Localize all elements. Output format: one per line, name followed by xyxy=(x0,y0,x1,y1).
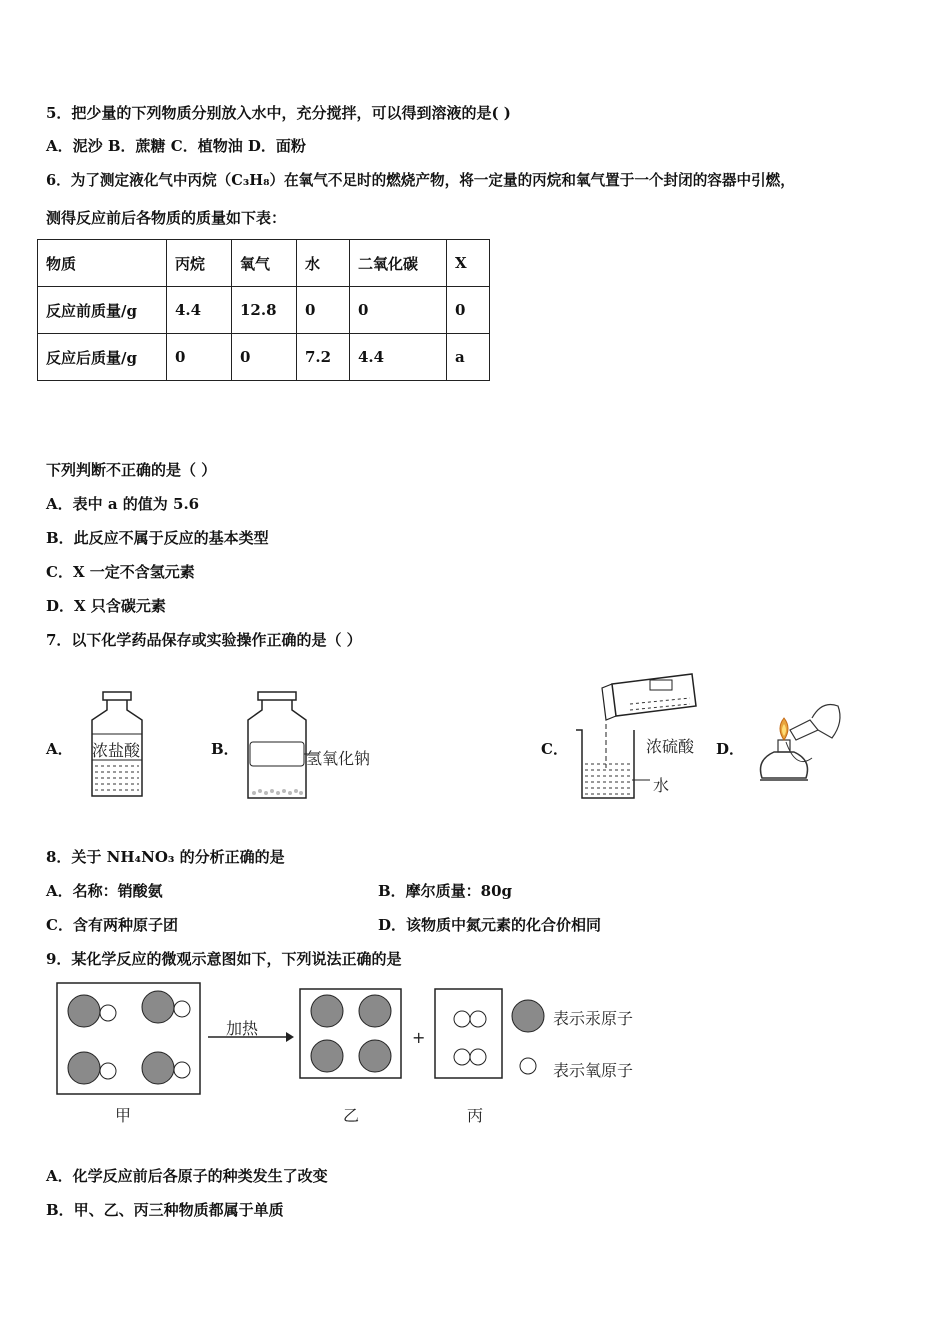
table-cell: 7.2 xyxy=(297,334,350,381)
label-yi: 乙 xyxy=(343,1106,360,1125)
table-cell: 0 xyxy=(297,287,350,334)
q6-stem-line1: 6．为了测定液化气中丙烷（C₃H₈）在氧气不足时的燃烧产物，将一定量的丙烷和氧气置于一个封闭的容器中引燃， xyxy=(46,172,795,189)
table-cell: 氧气 xyxy=(232,240,297,287)
q6-option-d: D．X 只含碳元素 xyxy=(46,597,166,615)
q8-option-a: A．名称：销酸氨 xyxy=(46,882,163,900)
label-bing: 丙 xyxy=(467,1106,484,1125)
table-cell: 物质 xyxy=(38,240,167,287)
q8-option-c: C．含有两种原子团 xyxy=(46,916,178,934)
q6-option-c: C．X 一定不含氢元素 xyxy=(46,563,195,581)
q9-option-b: B．甲、乙、丙三种物质都属于单质 xyxy=(46,1201,284,1219)
beaker-water-label: 水 xyxy=(653,776,670,795)
q7-stem: 7．以下化学药品保存或实验操作正确的是（ ） xyxy=(46,631,362,649)
legend-oxygen: 表示氧原子 xyxy=(553,1061,634,1080)
table-cell: 0 xyxy=(447,287,490,334)
q5-stem: 5．把少量的下列物质分别放入水中，充分搅拌，可以得到溶液的是( ) xyxy=(46,104,511,122)
table-cell: a xyxy=(447,334,490,381)
product-bing-box xyxy=(434,988,504,1080)
arrow-condition-label: 加热 xyxy=(226,1019,259,1038)
q8-stem: 8．关于 NH₄NO₃ 的分析正确的是 xyxy=(46,848,285,866)
table-cell: 4.4 xyxy=(167,287,232,334)
q9-stem: 9．某化学反应的微观示意图如下，下列说法正确的是 xyxy=(46,950,402,968)
q7-option-c-letter: C． xyxy=(541,740,568,758)
q6-option-a: A．表中 a 的值为 5.6 xyxy=(46,495,200,513)
reactant-jia-box xyxy=(56,982,202,1096)
q5-options: A．泥沙 B．蔗糖 C．植物油 D．面粉 xyxy=(46,137,306,155)
q6-option-b: B．此反应不属于反应的基本类型 xyxy=(46,529,269,547)
table-cell: 0 xyxy=(167,334,232,381)
label-jia: 甲 xyxy=(115,1106,132,1125)
table-cell: 0 xyxy=(232,334,297,381)
product-yi-box xyxy=(299,988,403,1080)
q8-option-d: D．该物质中氮元素的化合价相同 xyxy=(378,916,602,934)
q7-option-a-letter: A． xyxy=(46,740,73,758)
table-cell: 4.4 xyxy=(350,334,447,381)
legend-mercury: 表示汞原子 xyxy=(553,1009,634,1028)
q7-option-d-letter: D． xyxy=(716,740,745,758)
q8-option-b: B．摩尔质量：80g xyxy=(378,882,513,900)
table-cell: 12.8 xyxy=(232,287,297,334)
table-cell: 反应前质量/g xyxy=(38,287,167,334)
table-cell: 水 xyxy=(297,240,350,287)
table-cell: 反应后质量/g xyxy=(38,334,167,381)
q7-option-b-letter: B． xyxy=(211,740,239,758)
q9-option-a: A．化学反应前后各原子的种类发生了改变 xyxy=(46,1167,328,1185)
table-cell: 二氧化碳 xyxy=(350,240,447,287)
table-cell: 丙烷 xyxy=(167,240,232,287)
table-row xyxy=(38,334,490,381)
table-cell: 0 xyxy=(350,287,447,334)
q6-stem-line2: 测得反应前后各物质的质量如下表： xyxy=(46,209,287,227)
table-header-row xyxy=(38,240,490,287)
mass-table xyxy=(37,239,490,381)
q6-question: 下列判断不正确的是（ ） xyxy=(46,461,217,479)
bottle-b-label: 氢氧化钠 xyxy=(306,749,371,768)
beaker-acid-label: 浓硫酸 xyxy=(646,737,695,756)
plus-sign: + xyxy=(412,1028,426,1047)
table-row xyxy=(38,287,490,334)
table-cell: X xyxy=(447,240,490,287)
alcohol-lamp-icon xyxy=(752,700,844,796)
bottle-a-label: 浓盐酸 xyxy=(92,741,141,760)
atom-legend-icons xyxy=(508,998,548,1082)
